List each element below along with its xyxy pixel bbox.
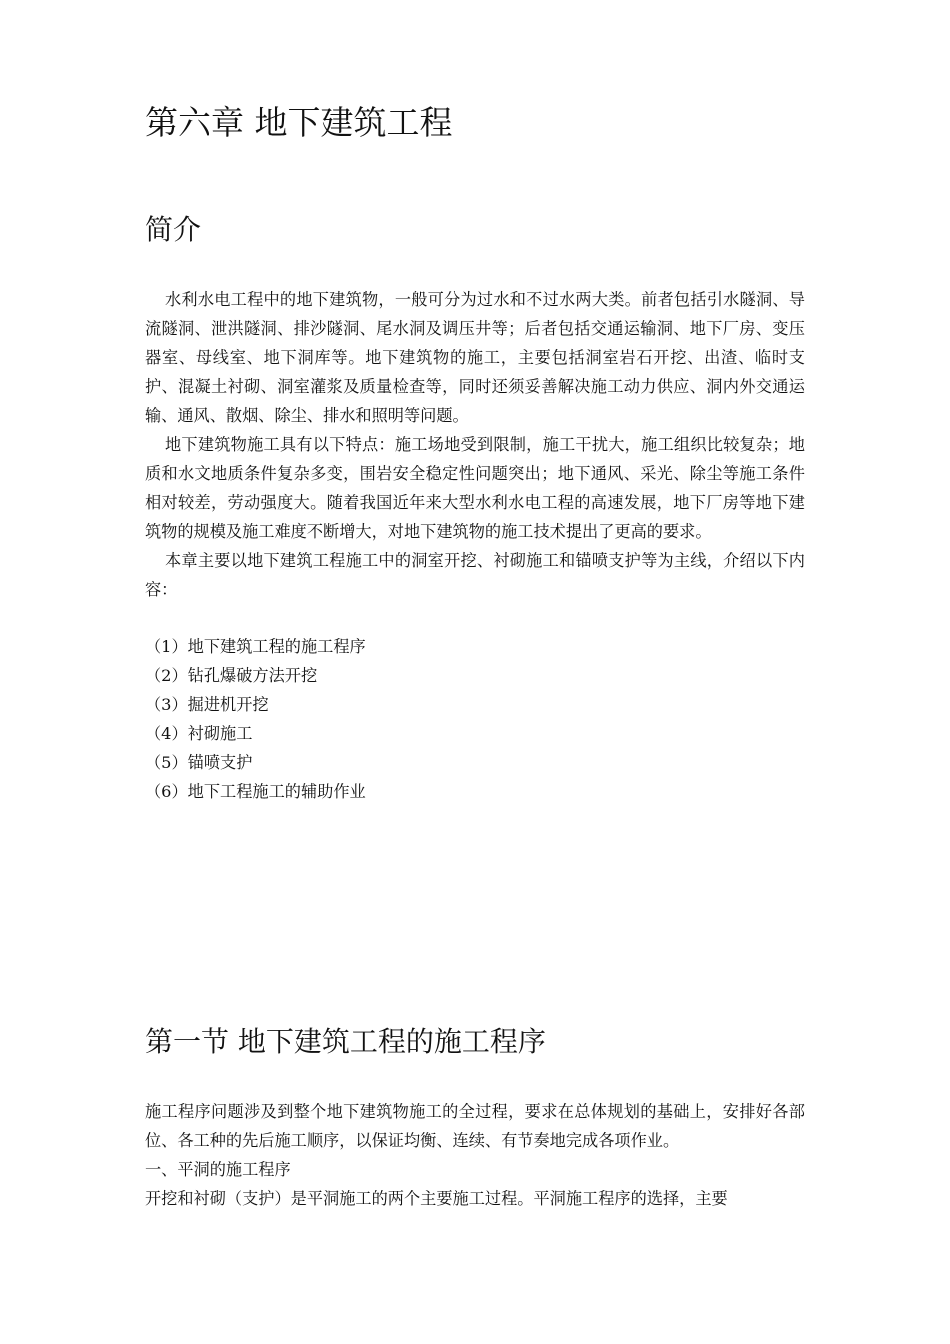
intro-paragraph-2: 地下建筑物施工具有以下特点：施工场地受到限制，施工干扰大，施工组织比较复杂；地质和水文地质条件复杂多变，围岩安全稳定性问题突出；地下通风、采光、除尘等施工条件相对较差，劳动强度大。随着我国近年来大型水利水电工程的高速发展，地下厂房等地下建筑物的规模及施工难度不断增大，对地下建筑物的施工技术提出了更高的要求。 <box>145 435 805 541</box>
list-item: （4）衬砌施工 <box>145 724 253 743</box>
subsection-heading: 一、平洞的施工程序 <box>145 1160 291 1179</box>
section-1-paragraph-1: 施工程序问题涉及到整个地下建筑物施工的全过程，要求在总体规划的基础上，安排好各部位、各工种的先后施工顺序，以保证均衡、连续、有节奏地完成各项作业。 <box>145 1102 805 1150</box>
intro-paragraph-3: 本章主要以地下建筑工程施工中的洞室开挖、衬砌施工和锚喷支护等为主线，介绍以下内容： <box>145 551 805 599</box>
section-1-body <box>145 1097 805 1213</box>
list-item: （3）掘进机开挖 <box>145 695 269 714</box>
list-item: （1）地下建筑工程的施工程序 <box>145 637 366 656</box>
list-item: （2）钻孔爆破方法开挖 <box>145 666 318 685</box>
list-item: （6）地下工程施工的辅助作业 <box>145 782 366 801</box>
intro-heading: 简介 <box>145 213 202 246</box>
chapter-title: 第六章 地下建筑工程 <box>145 103 453 142</box>
section-1-paragraph-2: 开挖和衬砌（支护）是平洞施工的两个主要施工过程。平洞施工程序的选择，主要 <box>145 1189 728 1208</box>
contents-list <box>145 632 805 806</box>
intro-paragraph-1: 水利水电工程中的地下建筑物，一般可分为过水和不过水两大类。前者包括引水隧洞、导流隧洞、泄洪隧洞、排沙隧洞、尾水洞及调压井等；后者包括交通运输洞、地下厂房、变压器室、母线室、地下洞库等。地下建筑物的施工，主要包括洞室岩石开挖、出渣、临时支护、混凝土衬砌、洞室灌浆及质量检查等，同时还须妥善解决施工动力供应、洞内外交通运输、通风、散烟、除尘、排水和照明等问题。 <box>145 290 805 425</box>
intro-body <box>145 285 805 604</box>
section-1-heading: 第一节 地下建筑工程的施工程序 <box>145 1025 546 1058</box>
list-item: （5）锚喷支护 <box>145 753 253 772</box>
